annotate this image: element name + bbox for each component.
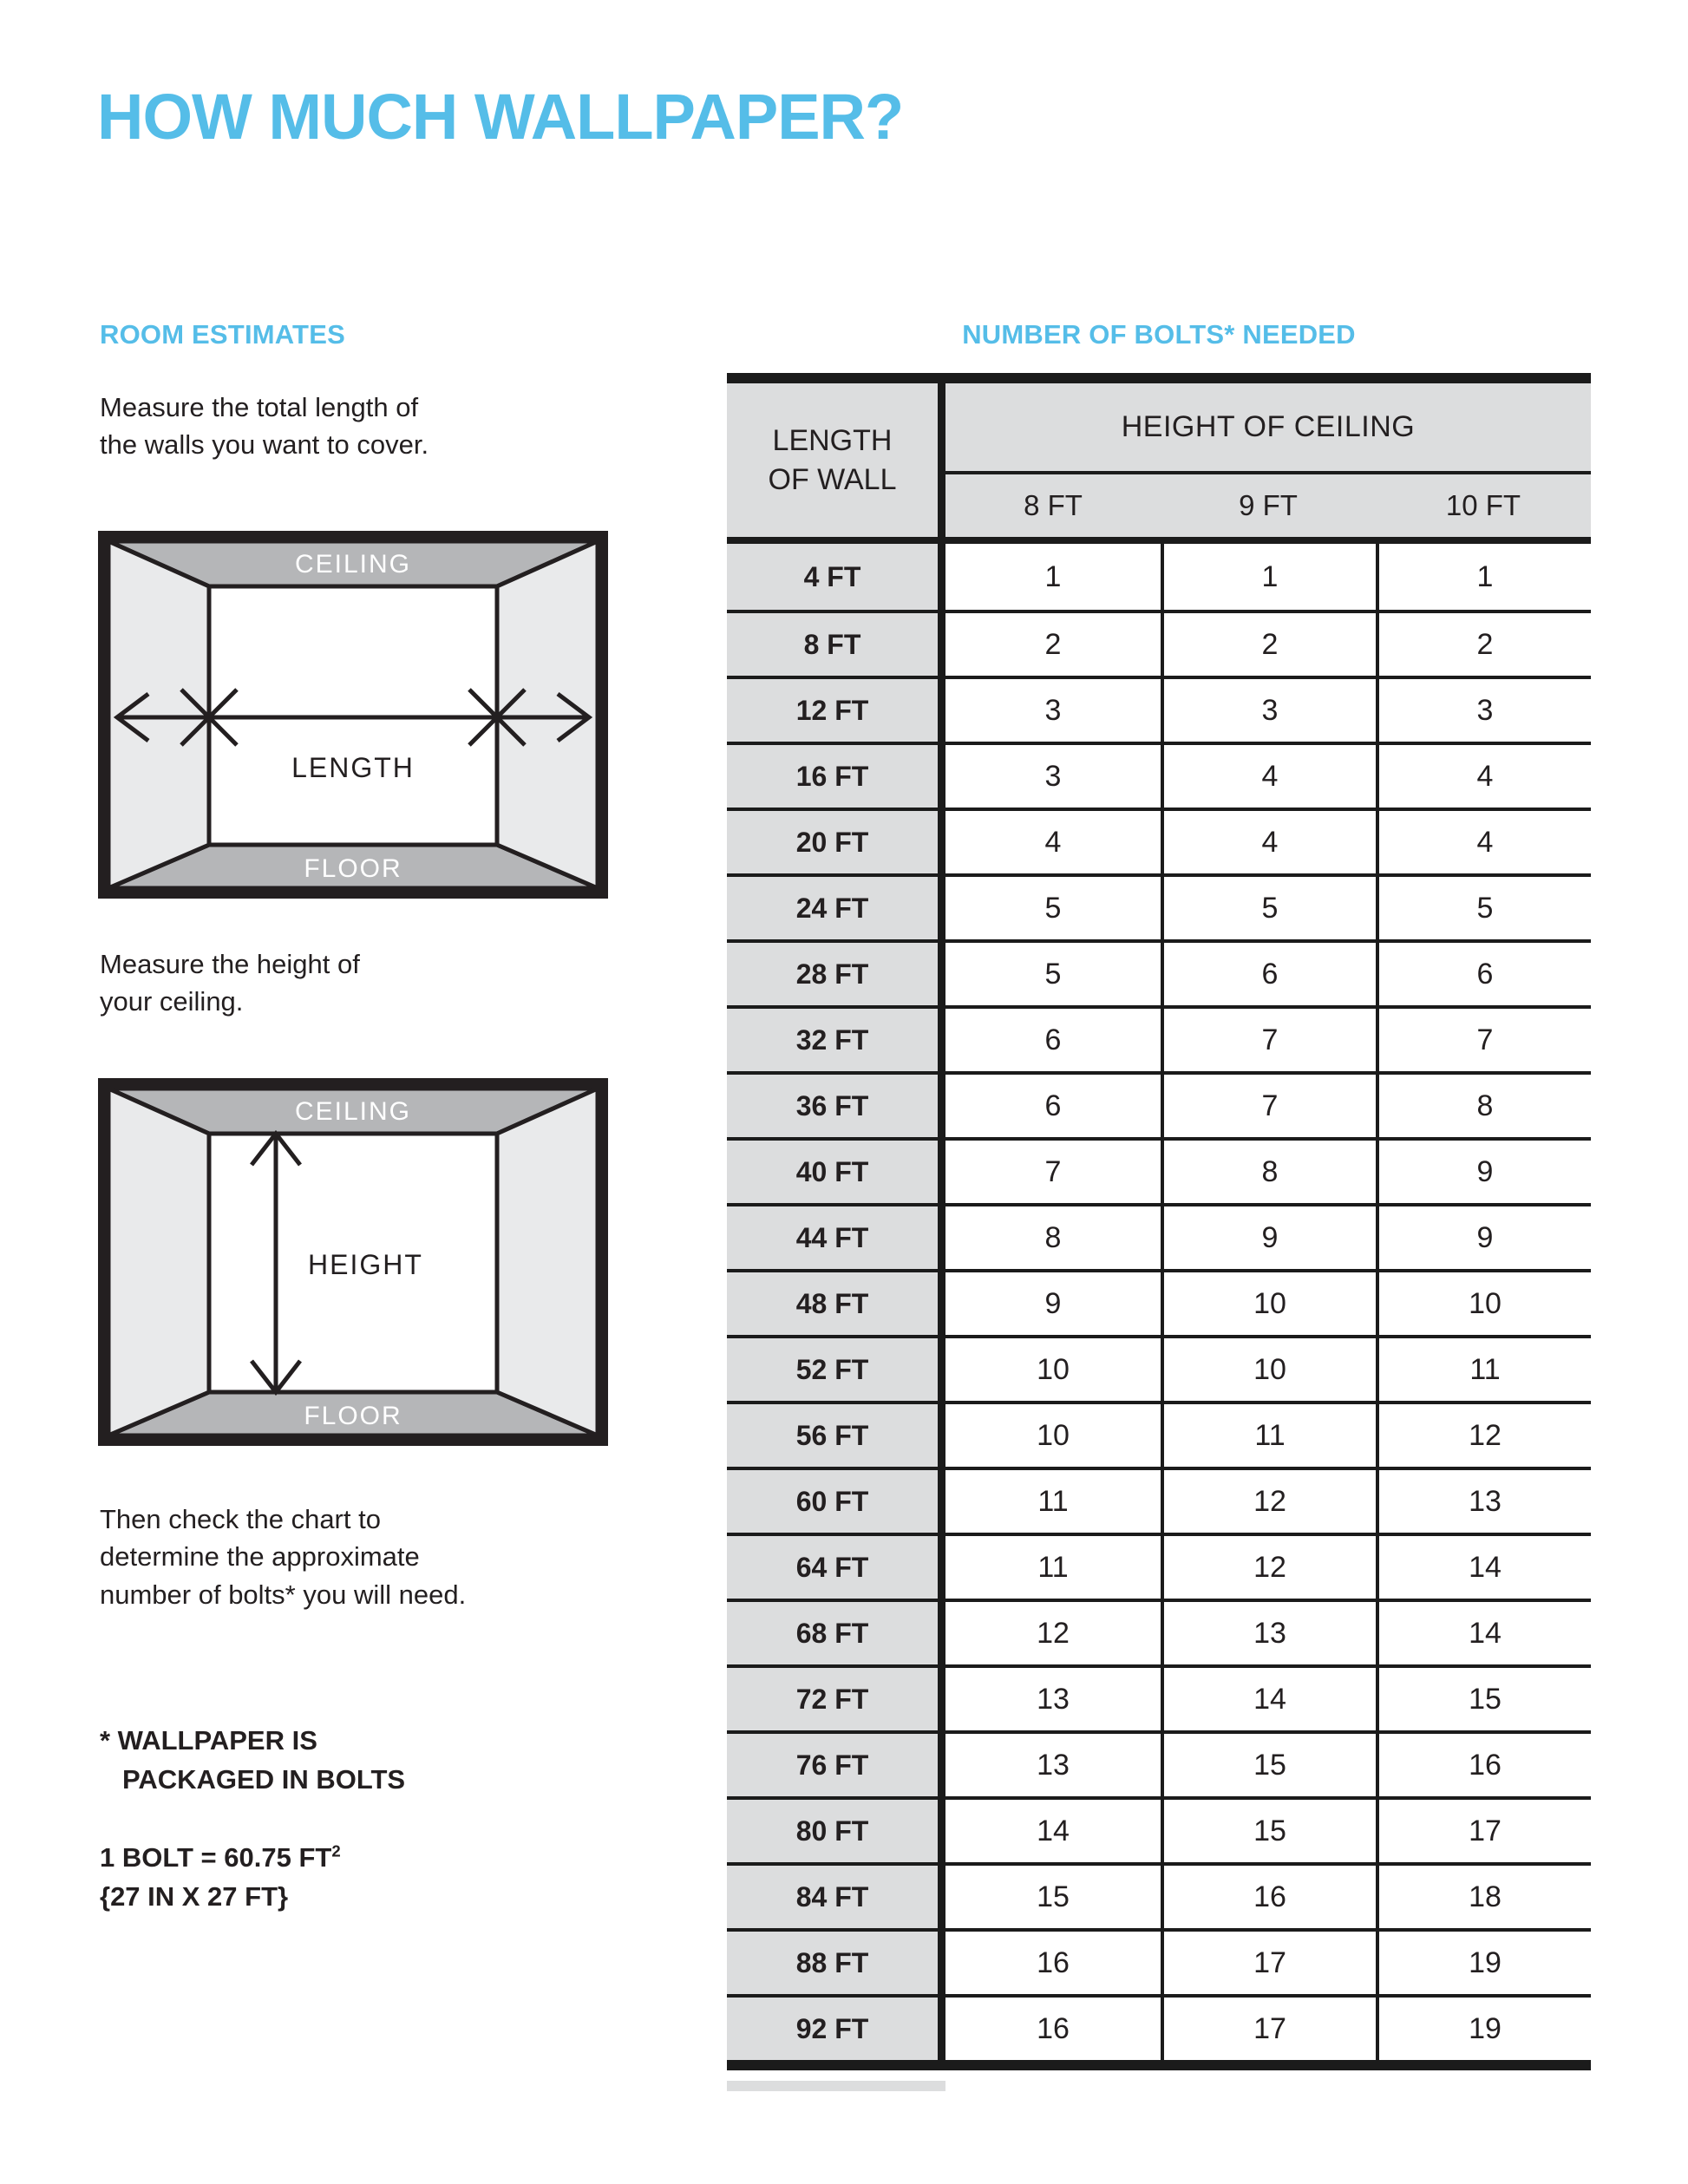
instruction-step-2 [100,945,360,1021]
table-row [727,742,1591,808]
wall-length-label: 72 FT [727,1664,945,1730]
bolt-dimensions: {27 IN X 27 FT} [100,1880,289,1912]
table-row [727,808,1591,873]
instruction-line: your ceiling. [100,986,244,1017]
wall-length-label: 20 FT [727,808,945,873]
bolt-count-cell: 15 [1161,1730,1376,1796]
left-wall-surface [108,1089,209,1435]
bolt-count-cell: 9 [1376,1203,1591,1269]
wall-length-label: 52 FT [727,1335,945,1401]
table-row [727,1862,1591,1928]
instruction-line: the walls you want to cover. [100,429,429,461]
table-row [727,1071,1591,1137]
wall-length-label: 48 FT [727,1269,945,1335]
bolt-count-cell: 5 [945,939,1161,1005]
bolt-count-cell: 10 [1376,1269,1591,1335]
bolt-count-cell: 17 [1161,1928,1376,1994]
bolt-count-cell: 1 [1376,544,1591,610]
bolt-count-cell: 13 [1376,1467,1591,1533]
instruction-line: number of bolts* you will need. [100,1579,467,1610]
bolt-count-cell: 4 [1161,742,1376,808]
bolt-count-cell: 11 [1161,1401,1376,1467]
instruction-line: Measure the total length of [100,392,419,422]
wall-length-label: 8 FT [727,610,945,676]
instruction-line: Measure the height of [100,949,360,979]
bolt-count-cell: 16 [1161,1862,1376,1928]
wall-length-label: 80 FT [727,1796,945,1862]
ceiling-10ft-header: 10 FT [1376,474,1591,544]
footnote-line: * WALLPAPER IS [100,1725,317,1756]
table-row [727,1137,1591,1203]
table-row [727,1664,1591,1730]
bolt-count-cell: 6 [1376,939,1591,1005]
bolt-count-cell: 4 [1376,742,1591,808]
wall-length-label: 88 FT [727,1928,945,1994]
bolt-count-cell: 8 [1161,1137,1376,1203]
bolt-count-cell: 14 [945,1796,1161,1862]
bolt-count-cell: 12 [945,1599,1161,1664]
table-row [727,544,1591,610]
table-row [727,610,1591,676]
wall-length-label: 24 FT [727,873,945,939]
instruction-line: Then check the chart to [100,1504,381,1534]
squared-exponent: 2 [331,1841,341,1860]
bolt-count-cell: 10 [945,1401,1161,1467]
bolt-count-cell: 12 [1376,1401,1591,1467]
height-of-ceiling-header: HEIGHT OF CEILING [945,383,1591,474]
bolt-count-cell: 6 [945,1071,1161,1137]
table-row [727,1335,1591,1401]
length-of-wall-header: LENGTH OF WALL [727,383,945,544]
bolt-count-cell: 9 [1161,1203,1376,1269]
bolt-size-info [100,1839,341,1917]
table-row [727,1005,1591,1071]
bolt-count-cell: 7 [1161,1005,1376,1071]
ceiling-label: CEILING [294,550,412,579]
bolt-count-cell: 3 [945,742,1161,808]
room-estimates-heading: ROOM ESTIMATES [100,319,345,350]
table-row [727,1203,1591,1269]
bolt-count-cell: 16 [945,1994,1161,2060]
ceiling-9ft-header: 9 FT [1161,474,1376,544]
table-row [727,939,1591,1005]
bolt-count-cell: 8 [1376,1071,1591,1137]
bolt-count-cell: 6 [1161,939,1376,1005]
bolt-count-cell: 8 [945,1203,1161,1269]
bolt-count-cell: 10 [1161,1335,1376,1401]
table-row [727,1796,1591,1862]
bolt-formula: 1 BOLT = 60.75 $FT^2$ [100,1841,341,1873]
instruction-step-1 [100,389,429,464]
wall-length-label: 44 FT [727,1203,945,1269]
wall-length-label: 60 FT [727,1467,945,1533]
height-dimension-label: HEIGHT [308,1249,423,1280]
wallpaper-bolts-footnote [100,1722,405,1800]
bolt-count-cell: 7 [1161,1071,1376,1137]
bolt-count-cell: 15 [1161,1796,1376,1862]
bolt-count-cell: 3 [1376,676,1591,742]
ceiling-8ft-header: 8 FT [945,474,1161,544]
wall-length-label: 36 FT [727,1071,945,1137]
bolt-count-cell: 5 [945,873,1161,939]
bolts-table [727,373,1591,2070]
room-height-diagram [98,1078,608,1446]
wall-length-label: 4 FT [727,544,945,610]
wall-length-label: 40 FT [727,1137,945,1203]
bolt-count-cell: 9 [1376,1137,1591,1203]
bolt-count-cell: 3 [1161,676,1376,742]
wall-length-label: 56 FT [727,1401,945,1467]
ceiling-label: CEILING [294,1097,412,1126]
bolt-count-cell: 16 [1376,1730,1591,1796]
bolt-count-cell: 11 [1376,1335,1591,1401]
table-footer-strip [727,2081,945,2091]
table-row [727,1467,1591,1533]
bolt-count-cell: 15 [945,1862,1161,1928]
bolt-count-cell: 3 [945,676,1161,742]
bolt-count-cell: 16 [945,1928,1161,1994]
length-dimension-label: LENGTH [291,752,415,783]
bolt-count-cell: 2 [945,610,1161,676]
bolt-count-cell: 18 [1376,1862,1591,1928]
wall-length-label: 84 FT [727,1862,945,1928]
bolt-count-cell: 1 [1044,559,1062,593]
bolt-count-cell: 5 [1376,873,1591,939]
bolt-count-cell: 13 [1161,1599,1376,1664]
bolt-count-cell: 2 [1161,610,1376,676]
bolt-count-cell: 15 [1376,1664,1591,1730]
bolt-count-cell: 7 [1376,1005,1591,1071]
bolt-count-cell: 11 [945,1467,1161,1533]
table-row [727,873,1591,939]
right-wall-surface [497,1089,598,1435]
instruction-step-3 [100,1501,466,1613]
wall-length-label: 76 FT [727,1730,945,1796]
bolt-count-cell: 6 [945,1005,1161,1071]
floor-label: FLOOR [304,1402,402,1430]
bolt-count-cell: 4 [1161,808,1376,873]
bolt-count-cell: 7 [945,1137,1161,1203]
bolt-count-cell: 17 [1376,1796,1591,1862]
bolt-count-cell: 9 [945,1269,1161,1335]
bolt-count-cell: 10 [945,1335,1161,1401]
room-length-diagram [98,531,608,899]
bolt-count-cell: 4 [945,808,1161,873]
table-row [727,1994,1591,2060]
table-row [727,1599,1591,1664]
bolt-count-cell: 19 [1376,1928,1591,1994]
bolt-count-cell: 14 [1376,1533,1591,1599]
table-row [727,1401,1591,1467]
table-row [727,1533,1591,1599]
wall-length-label: 64 FT [727,1533,945,1599]
bolt-count-cell: 19 [1376,1994,1591,2060]
table-row [727,1730,1591,1796]
table-header-row [727,383,1591,474]
table-row [727,1928,1591,1994]
wall-length-label: 12 FT [727,676,945,742]
bolt-count-cell: 14 [1161,1664,1376,1730]
bolt-count-cell: 12 [1161,1533,1376,1599]
bolts-table-body [727,544,1591,2060]
bolts-table-heading: NUMBER OF BOLTS* NEEDED [962,319,1356,350]
bolt-count-cell: 12 [1161,1467,1376,1533]
bolt-count-cell: 5 [1161,873,1376,939]
instruction-line: determine the approximate [100,1541,420,1573]
bolt-count-cell: 10 [1161,1269,1376,1335]
bolt-count-cell: 14 [1376,1599,1591,1664]
footnote-line: PACKAGED IN BOLTS [122,1763,406,1795]
bolt-count-cell: 2 [1376,610,1591,676]
wall-length-label: 28 FT [727,939,945,1005]
floor-label: FLOOR [304,854,402,883]
wall-length-label: 68 FT [727,1599,945,1664]
bolt-count-cell: 13 [945,1730,1161,1796]
bolt-count-cell: 4 [1376,808,1591,873]
bolt-count-cell: 1 [1161,544,1376,610]
bolt-count-cell: 17 [1161,1994,1376,2060]
wall-length-label: 16 FT [727,742,945,808]
bolt-count-cell: 11 [945,1533,1161,1599]
bolt-count-cell: 13 [945,1664,1161,1730]
table-row [727,676,1591,742]
table-row [727,1269,1591,1335]
page-title: HOW MUCH WALLPAPER? [97,81,904,153]
wall-length-label: 32 FT [727,1005,945,1071]
wall-length-label: 92 FT [727,1994,945,2060]
